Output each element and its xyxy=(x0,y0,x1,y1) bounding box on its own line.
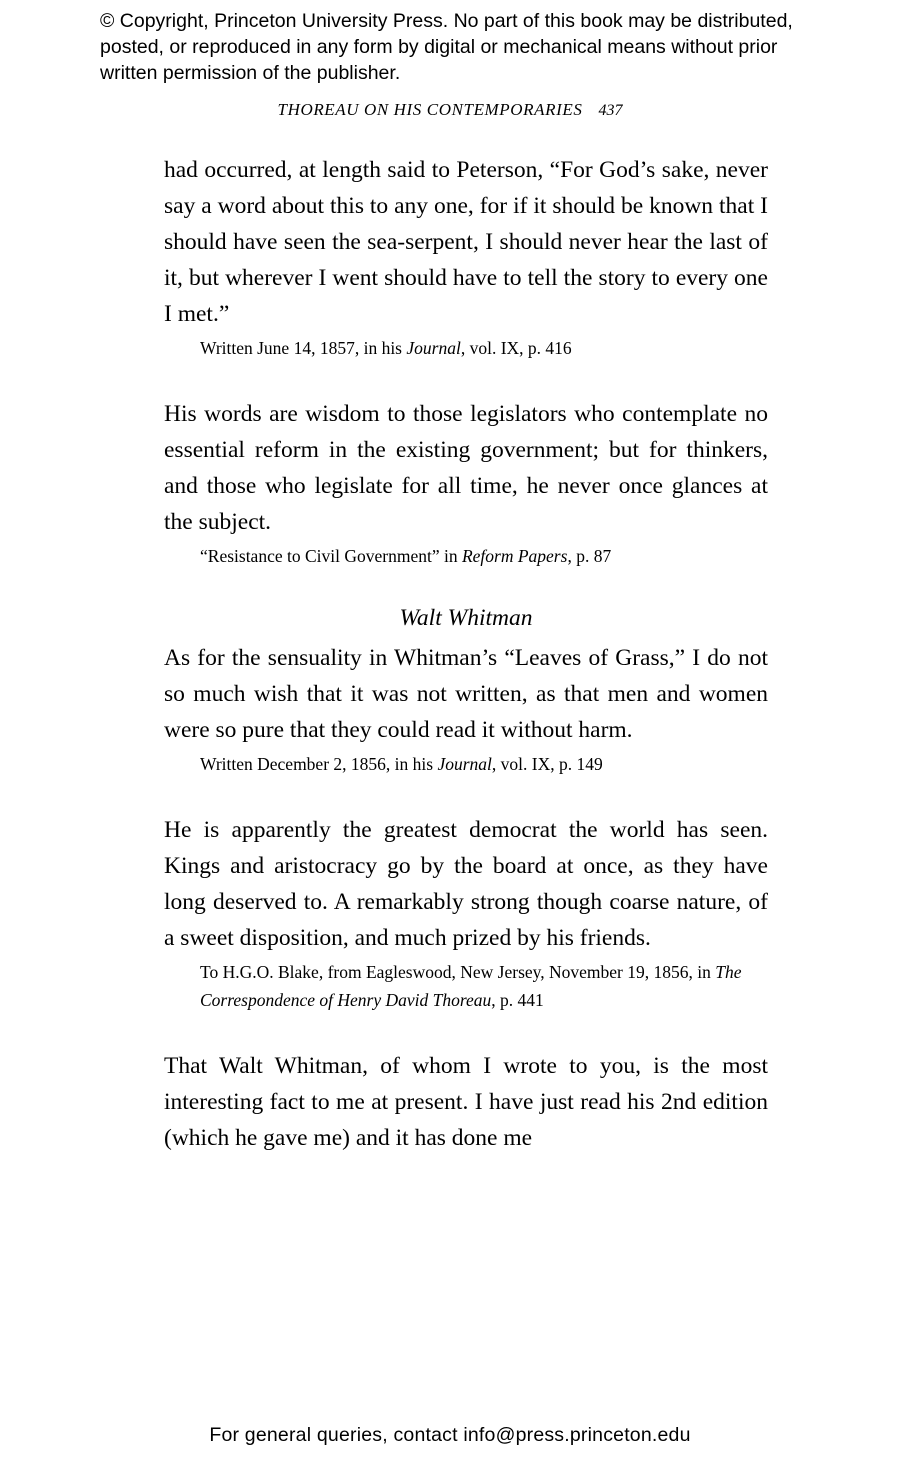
main-text-block xyxy=(164,152,768,1156)
paragraph-walt-whitman-letter: That Walt Whitman, of whom I wrote to you, is the most interesting fact to me at present. I have just read his 2nd edition (which he gave me) and it has done me xyxy=(164,1053,768,1151)
paragraph-sea-serpent: had occurred, at length said to Peterson, “For God’s sake, never say a word about this to any one, for if it should be known that I should have seen the sea-serpent, I should never hear the last of it, but wherever I went should have to tell the story to every one I met.” xyxy=(164,157,768,327)
running-head-title: THOREAU ON HIS CONTEMPORARIES xyxy=(277,100,583,119)
attribution-source-title: The Correspondence of Henry David Thoreau xyxy=(200,962,742,1010)
attribution-prefix: Written June 14, 1857, in his xyxy=(200,338,407,358)
attribution-suffix: , p. 87 xyxy=(567,546,612,566)
attribution-source-title: Reform Papers xyxy=(461,546,568,566)
spacer xyxy=(164,778,768,812)
attribution-journal-1856 xyxy=(164,750,768,778)
attribution-suffix: , vol. IX, p. 149 xyxy=(491,754,603,774)
copyright-notice: © Copyright, Princeton University Press. No part of this book may be distributed, posted, or reproduced in any form by digital or mechanical means without prior written permission of the publisher. xyxy=(100,10,793,84)
page-number: 437 xyxy=(598,102,623,119)
spacer xyxy=(164,362,768,396)
attribution-source-title: Journal xyxy=(406,338,461,358)
attribution-suffix: , vol. IX, p. 416 xyxy=(460,338,572,358)
paragraph-legislators: His words are wisdom to those legislators who contemplate no essential reform in the existing government; but for thinkers, and those who legislate for all time, he never once glances at the subject. xyxy=(164,401,768,535)
spacer xyxy=(164,1014,768,1048)
attribution-prefix: To H.G.O. Blake, from Eagleswood, New Jersey, November 19, 1856, in xyxy=(200,962,716,982)
footer-queries: For general queries, contact info@press.princeton.edu xyxy=(209,1424,691,1446)
attribution-suffix: , p. 441 xyxy=(491,990,544,1010)
paragraph-leaves-of-grass: As for the sensuality in Whitman’s “Leaves of Grass,” I do not so much wish that it was not written, as that men and women were so pure that they could read it without harm. xyxy=(164,645,768,743)
attribution-reform-papers xyxy=(164,542,768,570)
attribution-source-title: Journal xyxy=(437,754,492,774)
attribution-prefix: “Resistance to Civil Government” in xyxy=(200,546,462,566)
section-heading-walt-whitman: Walt Whitman xyxy=(399,605,533,631)
running-head xyxy=(0,100,900,120)
attribution-prefix: Written December 2, 1856, in his xyxy=(200,754,438,774)
attribution-correspondence xyxy=(164,958,760,1014)
paragraph-greatest-democrat: He is apparently the greatest democrat the world has seen. Kings and aristocracy go by the board at once, as they have long deserved to. A remarkably strong though coarse nature, of a sweet disposition, and much prized by his friends. xyxy=(164,817,768,951)
attribution-journal-1857 xyxy=(164,334,768,362)
